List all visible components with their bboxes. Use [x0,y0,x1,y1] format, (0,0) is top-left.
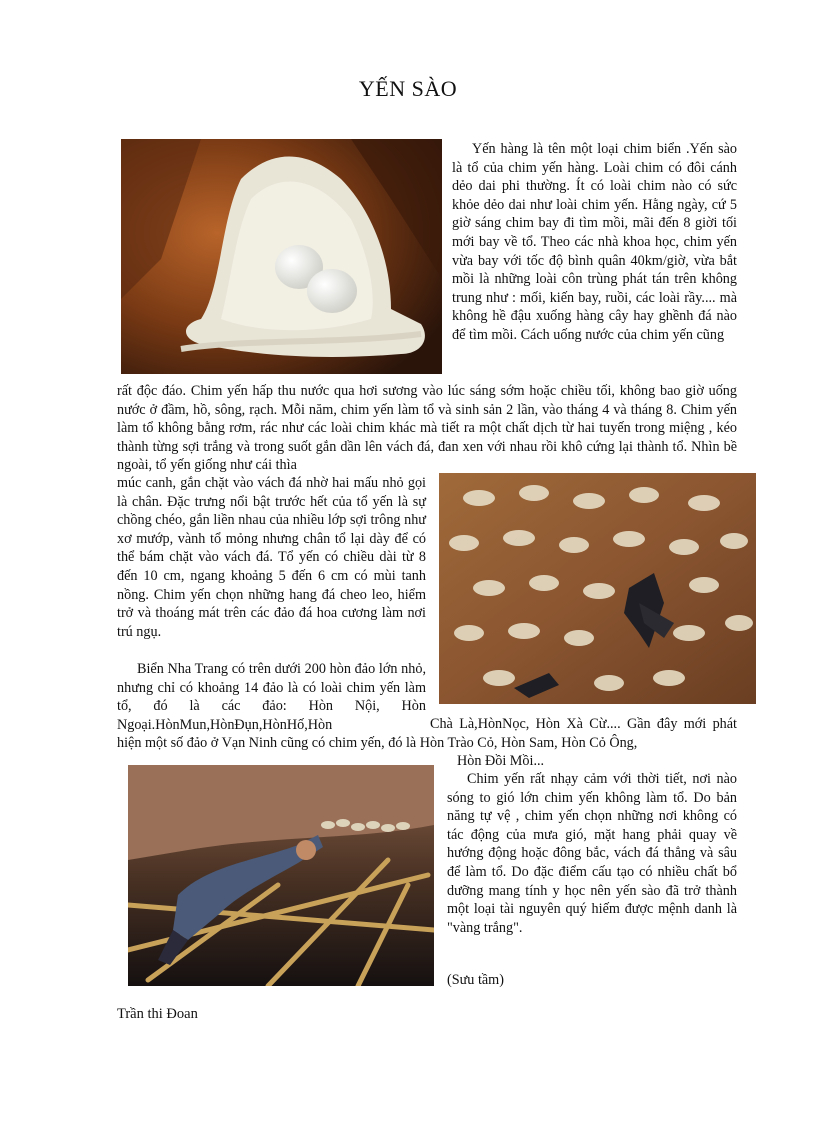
nest-eggs-image [121,139,442,374]
cave-harvester-image [128,765,434,986]
paragraph-nest-left: múc canh, gắn chặt vào vách đá nhờ hai mấu nhỏ gọi là chân. Đặc trưng nổi bật trước hết của tổ yến là sự chồng chéo, gắn liền nhau của nhiều lớp sợi trông như xơ mướp, vành tổ mỏng nhưng chân tổ lại dày để có thể bám chặt vào vách đá. Tổ yến có chiều dài từ 8 đến 10 cm, ngang khoảng 5 đến 6 cm có mùi tanh nồng. Chim yến chọn những hang đá cheo leo, hiểm trở và thoáng mát trên các đảo đá hoa cương làm nơi trú ngụ. [117,475,426,640]
paragraph-islands-full: Chà Là,HònNọc, Hòn Xà Cừ.... Gần đây mới phát hiện một số đảo ở Vạn Ninh cũng có chim yến, đó là Hòn Trào Cỏ, Hòn Sam, Hòn Cỏ Ông, [117,716,737,751]
page-title: YẾN SÀO [358,76,458,101]
source-note: (Sưu tầm) [447,972,504,988]
paragraph-intro-right: Yến hàng là tên một loại chim biển .Yến sào là tổ của chim yến hàng. Loài chim có đôi cánh dẻo dai phi thường. Ít có loài chim nào có sức khỏe dẻo dai như loài chim yến. Hằng ngày, cứ 5 giờ sáng chim bay đi tìm mồi, mãi đến 8 giời tối mới bay về tổ. Theo các nhà khoa học, chim yến vừa bay với tốc độ bình quân 40km/giờ, vừa bắt mồi là những loài côn trùng phát tán trên không trung như : mối, kiến bay, ruồi, các loài rầy.... mà không hề đậu xuống hàng cây hay ghềnh đá nào để tìm mồi. Cách uống nước của chim yến cũng [452,141,737,343]
paragraph-weather-right: Chim yến rất nhạy cảm với thời tiết, nơi nào sóng to gió lớn chim yến không làm tổ. Do bản năng tự vệ , chim yến chọn những nơi không có tác động của mưa gió, mặt hang phải quay về hướng động hoặc đông bắc, vách đá thẳng và sâu để làm tổ. Do đặc điểm cấu tạo có nhiều chất bổ dưỡng mang tính y học nên yến sào đã trở thành một loại tài nguyên quý hiếm được mệnh danh là "vàng trắng". [447,771,737,936]
author-signature: Trần thi Đoan [117,1006,198,1022]
paragraph-islands-left: Biển Nha Trang có trên dưới 200 hòn đảo lớn nhỏ, nhưng chỉ có khoảng 14 đảo là có loài chim yến làm tổ, đó là các đảo: Hòn Nội, Hòn Ngoại.HònMun,HònĐụn,HònHố,Hòn [117,661,426,733]
paragraph-islands-tail: Hòn Đồi Mồi... [457,753,545,769]
cave-nests-image [439,473,756,704]
paragraph-intro-full: rất độc đáo. Chim yến hấp thu nước qua hơi sương vào lúc sáng sớm hoặc chiều tối, không bao giờ uống nước ở đầm, hồ, sông, rạch. Mỗi năm, chim yến làm tổ và sinh sản 2 lần, vào tháng 4 và tháng 8. Chim yến làm tổ không bằng rơm, rác như các loài chim khác mà tiết ra một chất dịch từ hai tuyến trong miệng , kéo thành từng sợi trắng và trong suốt gắn dần lên vách đá, đan xen với nhau rồi khô cứng lại thành tổ. Nhìn bề ngoài, tổ yến giống như cái thìa [117,383,737,474]
